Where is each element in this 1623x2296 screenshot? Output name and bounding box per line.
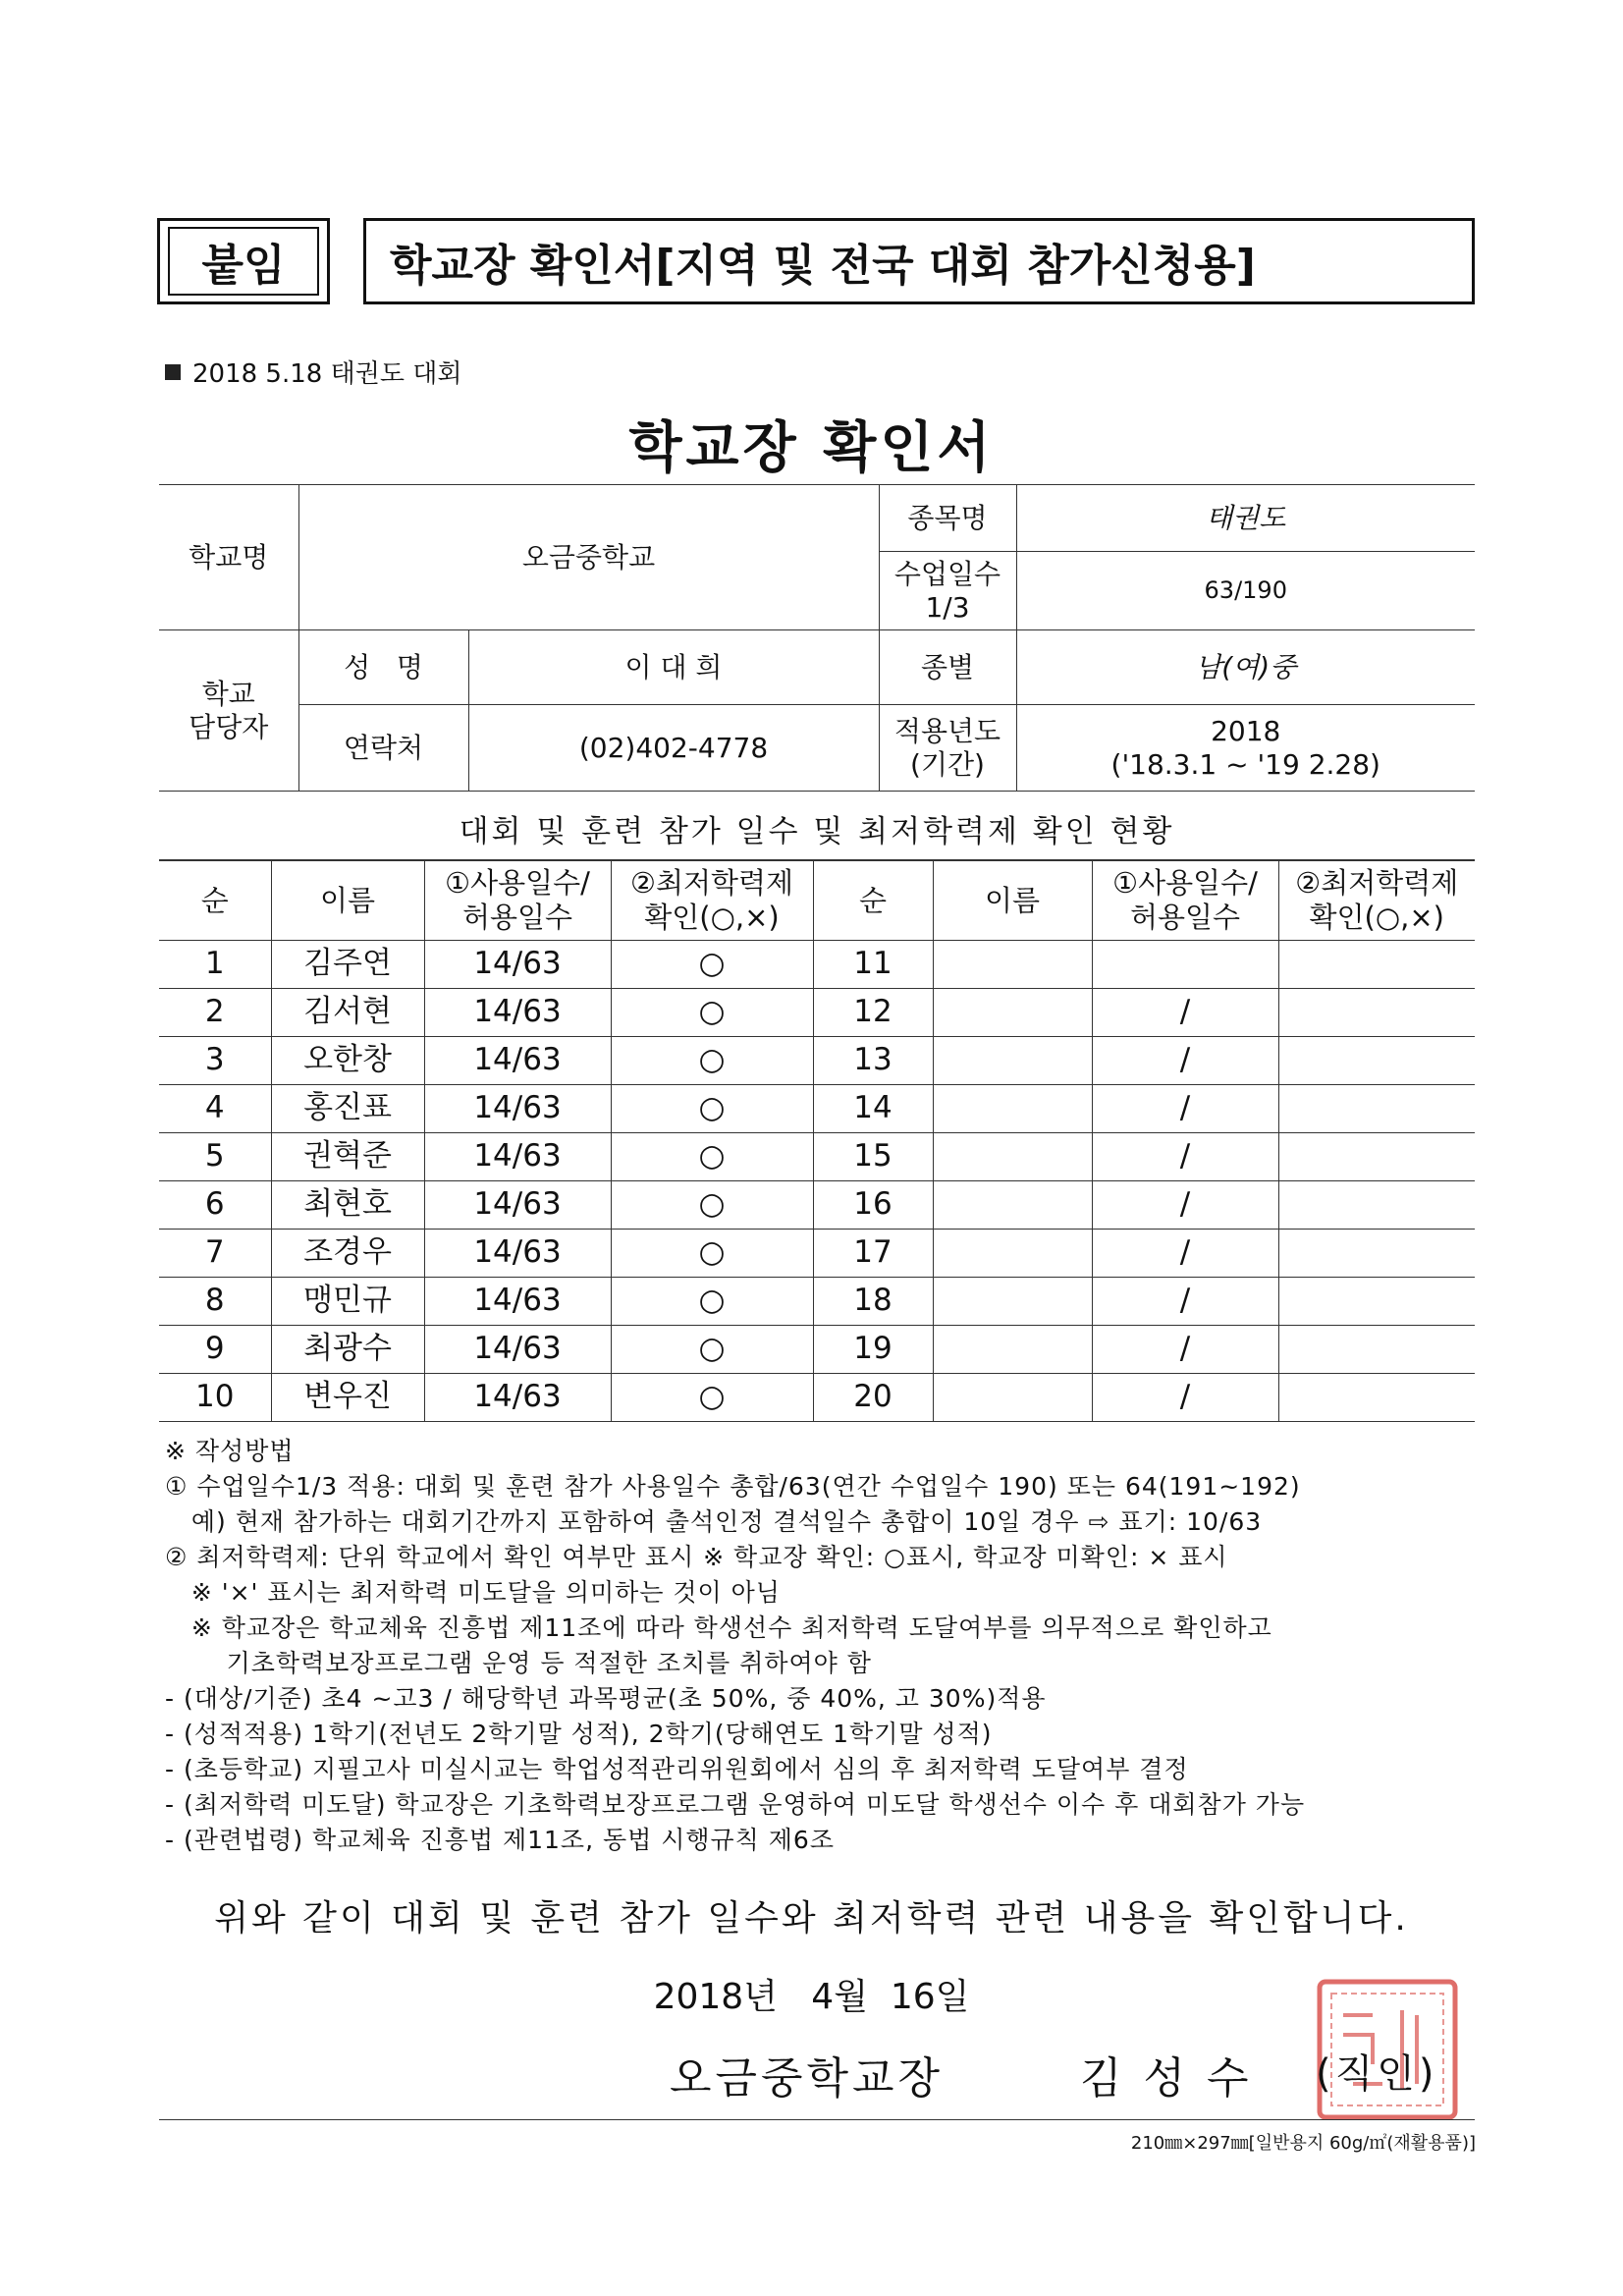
roster-name: 최현호 [271, 1181, 424, 1230]
contact-label: 연락처 [298, 705, 468, 792]
footer-rule [159, 2119, 1475, 2120]
class-days-label [879, 552, 1016, 630]
roster-no-right: 19 [813, 1326, 933, 1374]
roster-name: 김주연 [271, 941, 424, 989]
event-name: 2018 5.18 태권도 대회 [192, 359, 462, 389]
header-name: 이름 [271, 861, 424, 941]
roster-name: 조경우 [271, 1230, 424, 1278]
roster-no: 7 [159, 1230, 271, 1278]
note-line: 기초학력보장프로그램 운영 등 적절한 조치를 취하여야 함 [165, 1649, 872, 1677]
staff-label-line1: 학교 [201, 677, 255, 710]
roster-no: 1 [159, 941, 271, 989]
note-line: ② 최저학력제: 단위 학교에서 확인 여부만 표시 ※ 학교장 확인: ○표시, 학교장 미확인: × 표시 [165, 1543, 1228, 1571]
roster-check: ○ [611, 1230, 813, 1278]
roster-days: 14/63 [424, 1037, 611, 1085]
header-days [424, 861, 611, 941]
roster-no: 2 [159, 989, 271, 1037]
roster-name: 맹민규 [271, 1278, 424, 1326]
roster-name: 오한창 [271, 1037, 424, 1085]
table-row [159, 1133, 1475, 1181]
roster-name-right [933, 1374, 1092, 1422]
header-check-right-line1: ②최저학력제 [1295, 866, 1459, 901]
roster-days: 14/63 [424, 1085, 611, 1133]
roster-days: 14/63 [424, 989, 611, 1037]
roster-check-right [1278, 941, 1475, 989]
roster-no: 3 [159, 1037, 271, 1085]
roster-name-right [933, 989, 1092, 1037]
roster-days-right: / [1092, 1181, 1278, 1230]
roster-check: ○ [611, 1085, 813, 1133]
roster-check-right [1278, 1230, 1475, 1278]
table-row [159, 1230, 1475, 1278]
roster-check-right [1278, 1278, 1475, 1326]
header-check-right-line2: 확인(○,×) [1309, 901, 1444, 934]
header-days-line1: ①사용일수/ [445, 866, 590, 901]
class-days-value: 63/190 [1016, 552, 1475, 630]
sport-label: 종목명 [879, 485, 1016, 552]
roster-check-right [1278, 1085, 1475, 1133]
note-line: 예) 현재 참가하는 대회기간까지 포함하여 출석인정 결석일수 총합이 10일 경우 ⇨ 표기: 10/63 [165, 1507, 1263, 1536]
roster-no: 4 [159, 1085, 271, 1133]
status-title-text: 대회 및 훈련 참가 일수 및 최저학력제 확인 현황 [459, 813, 1175, 849]
header-days-right-line1: ①사용일수/ [1112, 866, 1258, 901]
year-label-line2: (기간) [910, 747, 985, 781]
roster-name-right [933, 1230, 1092, 1278]
note-line: - (관련법령) 학교체육 진흥법 제11조, 동법 시행규칙 제6조 [165, 1826, 835, 1854]
roster-name-right [933, 1326, 1092, 1374]
roster-no-right: 18 [813, 1278, 933, 1326]
applied-period: ('18.3.1 ~ '19 2.28) [1110, 747, 1380, 781]
roster-days-right: / [1092, 1326, 1278, 1374]
roster-check: ○ [611, 1278, 813, 1326]
roster-days-right [1092, 941, 1278, 989]
contact-value: (02)402-4778 [468, 705, 879, 792]
roster-name: 변우진 [271, 1374, 424, 1422]
roster-check: ○ [611, 941, 813, 989]
year-label [879, 705, 1016, 792]
note-line: - (대상/기준) 초4 ~고3 / 해당학년 과목평균(초 50%, 중 40%, 고 30%)적용 [165, 1684, 1047, 1713]
header-check-right [1278, 861, 1475, 941]
table-row [159, 1374, 1475, 1422]
table-row [159, 1181, 1475, 1230]
staff-label-line2: 담당자 [189, 710, 269, 743]
roster-no: 10 [159, 1374, 271, 1422]
school-info-table [159, 484, 1475, 792]
header-no: 순 [159, 861, 271, 941]
roster-no: 6 [159, 1181, 271, 1230]
roster-check-right [1278, 989, 1475, 1037]
roster-days-right: / [1092, 1278, 1278, 1326]
attachment-label: 붙임 [201, 241, 286, 291]
category-label: 종별 [879, 630, 1016, 705]
roster-no-right: 16 [813, 1181, 933, 1230]
signer-name: 김 성 수 [1080, 2053, 1253, 2104]
roster-check-right [1278, 1374, 1475, 1422]
note-line: ※ 작성방법 [165, 1437, 295, 1465]
roster-name: 홍진표 [271, 1085, 424, 1133]
year-value [1016, 705, 1475, 792]
roster-check: ○ [611, 1326, 813, 1374]
roster-days-right: / [1092, 1085, 1278, 1133]
school-name-label: 학교명 [159, 485, 298, 630]
roster-no: 5 [159, 1133, 271, 1181]
participation-roster-table [159, 860, 1475, 1422]
roster-no: 8 [159, 1278, 271, 1326]
note-line: ※ '×' 표시는 최저학력 미도달을 의미하는 것이 아님 [165, 1578, 781, 1607]
roster-days-right: / [1092, 1374, 1278, 1422]
header-no-right: 순 [813, 861, 933, 941]
table-row [159, 1278, 1475, 1326]
roster-days: 14/63 [424, 1181, 611, 1230]
header-days-line2: 허용일수 [461, 901, 573, 934]
note-line: - (최저학력 미도달) 학교장은 기초학력보장프로그램 운영하여 미도달 학생선수 이수 후 대회참가 가능 [165, 1790, 1306, 1819]
roster-name-right [933, 1181, 1092, 1230]
staff-name: 이 대 희 [468, 630, 879, 705]
roster-days-right: / [1092, 989, 1278, 1037]
roster-no-right: 11 [813, 941, 933, 989]
roster-name-right [933, 1085, 1092, 1133]
roster-check: ○ [611, 989, 813, 1037]
roster-no-right: 20 [813, 1374, 933, 1422]
note-line: ① 수업일수1/3 적용: 대회 및 훈련 참가 사용일수 총합/63(연간 수업일수 190) 또는 64(191~192) [165, 1472, 1301, 1501]
roster-body [159, 941, 1475, 1422]
document-title: 학교장 확인서 [628, 416, 995, 480]
roster-check-right [1278, 1326, 1475, 1374]
header-title: 학교장 확인서[지역 및 전국 대회 참가신청용] [390, 241, 1256, 291]
signer-title: 오금중학교장 [670, 2053, 945, 2104]
seal-mark-text: (직인) [1316, 2051, 1438, 2097]
header-name-right: 이름 [933, 861, 1092, 941]
roster-check: ○ [611, 1181, 813, 1230]
status-section-title [159, 796, 1475, 860]
roster-days: 14/63 [424, 1133, 611, 1181]
roster-days: 14/63 [424, 941, 611, 989]
category-value: 남(여)중 [1016, 630, 1475, 705]
roster-check: ○ [611, 1374, 813, 1422]
event-line [165, 354, 461, 390]
roster-check-right [1278, 1181, 1475, 1230]
roster-no-right: 12 [813, 989, 933, 1037]
header-check-line1: ②최저학력제 [629, 866, 794, 901]
table-row [159, 1037, 1475, 1085]
roster-check-right [1278, 1037, 1475, 1085]
roster-name-right [933, 1037, 1092, 1085]
roster-name-right [933, 1278, 1092, 1326]
table-row [159, 1326, 1475, 1374]
roster-check: ○ [611, 1037, 813, 1085]
roster-days: 14/63 [424, 1326, 611, 1374]
roster-no-right: 15 [813, 1133, 933, 1181]
year-label-line1: 적용년도 [893, 714, 1001, 747]
header-days-right [1092, 861, 1278, 941]
roster-header-row [159, 861, 1475, 941]
staff-name-label: 성 명 [298, 630, 468, 705]
roster-days: 14/63 [424, 1230, 611, 1278]
paper-spec: 210㎜×297㎜[일반용지 60g/㎡(재활용품)] [1130, 2133, 1476, 2154]
staff-label [159, 630, 298, 792]
roster-days-right: / [1092, 1133, 1278, 1181]
school-name: 오금중학교 [298, 485, 879, 630]
roster-days-right: / [1092, 1037, 1278, 1085]
roster-days: 14/63 [424, 1374, 611, 1422]
class-days-label-line2: 1/3 [925, 590, 970, 624]
roster-no-right: 13 [813, 1037, 933, 1085]
header-days-right-line2: 허용일수 [1129, 901, 1241, 934]
roster-no: 9 [159, 1326, 271, 1374]
note-line: - (초등학교) 지필고사 미실시교는 학업성적관리위원회에서 심의 후 최저학력 도달여부 결정 [165, 1755, 1189, 1783]
confirmation-statement: 위와 같이 대회 및 훈련 참가 일수와 최저학력 관련 내용을 확인합니다. [214, 1898, 1409, 1939]
table-row [159, 1085, 1475, 1133]
roster-name: 김서현 [271, 989, 424, 1037]
sport-value: 태권도 [1016, 485, 1475, 552]
table-row [159, 989, 1475, 1037]
applied-year: 2018 [1211, 714, 1281, 747]
attachment-label-box [157, 218, 330, 304]
writing-instructions [165, 1434, 1481, 1858]
note-line: - (성적적용) 1학기(전년도 2학기말 성적), 2학기(당해연도 1학기말 성적) [165, 1720, 993, 1748]
header-check [611, 861, 813, 941]
roster-days-right: / [1092, 1230, 1278, 1278]
roster-no-right: 14 [813, 1085, 933, 1133]
class-days-label-line1: 수업일수 [893, 557, 1001, 590]
roster-name-right [933, 941, 1092, 989]
note-line: ※ 학교장은 학교체육 진흥법 제11조에 따라 학생선수 최저학력 도달여부를 의무적으로 확인하고 [165, 1613, 1272, 1642]
header-check-line2: 확인(○,×) [644, 901, 780, 934]
roster-name-right [933, 1133, 1092, 1181]
roster-days: 14/63 [424, 1278, 611, 1326]
issue-date: 2018년 4월 16일 [653, 1977, 970, 2017]
roster-check-right [1278, 1133, 1475, 1181]
roster-check: ○ [611, 1133, 813, 1181]
table-row [159, 941, 1475, 989]
square-bullet-icon [165, 364, 181, 380]
roster-no-right: 17 [813, 1230, 933, 1278]
roster-name: 최광수 [271, 1326, 424, 1374]
roster-name: 권혁준 [271, 1133, 424, 1181]
header-title-box [363, 218, 1475, 304]
